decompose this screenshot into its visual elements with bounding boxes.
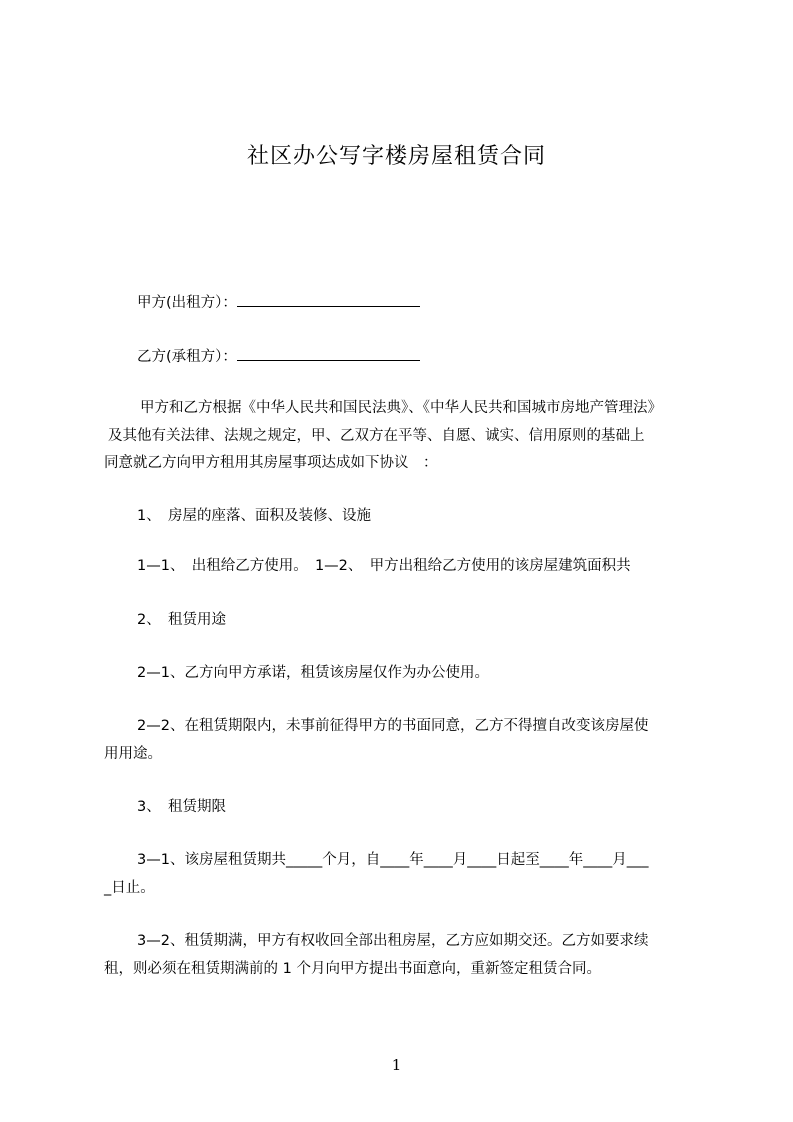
party-b-label: 乙方(承租方）： [137,349,237,365]
intro-line-1: 甲方和乙方根据《中华人民共和国民法典》、《中华人民共和国城市房地产管理法》 [140,400,662,416]
intro-line-3: 同意就乙方向甲方租用其房屋事项达成如下协议 ： [104,455,438,471]
clause-3-1-line-2: _日止。 [104,880,155,896]
page-number: 1 [391,1056,402,1074]
section-1-heading: 1、 房屋的座落、面积及装修、设施 [137,508,371,524]
clause-3-1-line-1: 3—1、该房屋租赁期共_____个月，自____年____月____日起至____年____月___ [137,852,649,868]
intro-line-2: 及其他有关法律、法规之规定，甲、乙双方在平等、自愿、诚实、信用原则的基础上 [108,428,645,444]
clause-3-2-line-2: 租，则必须在租赁期满前的 1 个月向甲方提出书面意向，重新签定租赁合同。 [104,961,601,977]
clause-1-1-1-2: 1—1、 出租给乙方使用。 1—2、 甲方出租给乙方使用的该房屋建筑面积共 [137,558,631,574]
clause-2-2-line-1: 2—2、在租赁期限内，未事前征得甲方的书面同意，乙方不得擅自改变该房屋使 [137,718,649,734]
document-title: 社区办公写字楼房屋租赁合同 [246,144,546,169]
clause-2-1: 2—1、乙方向甲方承诺，租赁该房屋仅作为办公使用。 [137,665,489,681]
party-b-line [137,345,420,367]
party-b-blank [237,345,420,361]
party-a-label: 甲方(出租方）： [137,295,237,311]
clause-2-2-line-2: 用用途。 [104,746,162,762]
party-a-blank [237,291,420,307]
party-a-line [137,291,420,313]
section-2-heading: 2、 租赁用途 [137,612,226,628]
clause-3-2-line-1: 3—2、租赁期满，甲方有权收回全部出租房屋，乙方应如期交还。乙方如要求续 [137,933,649,949]
section-3-heading: 3、 租赁期限 [137,799,226,815]
